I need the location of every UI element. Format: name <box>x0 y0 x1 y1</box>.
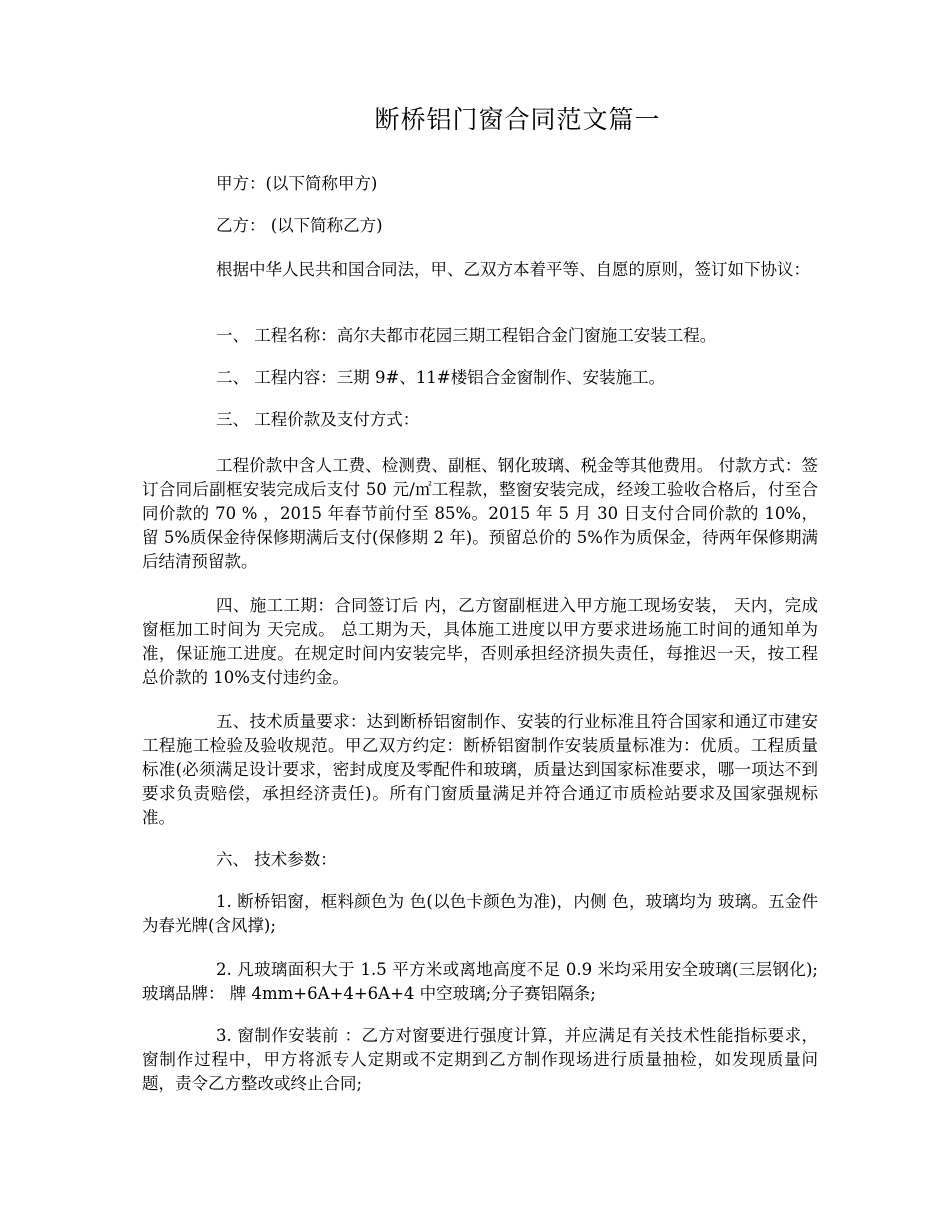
clause-price-paragraph: 工程价款中含人工费、检测费、副框、钢化玻璃、税金等其他费用。 付款方式：签订合同后副框安装完成后支付 50 元/㎡工程款，整窗安装完成，经竣工验收合格后，付至合同价款的 70 % ，2015 年春节前付至 85%。2015 年 5 月 30 日支付合同价款的 10%，留 5%质保金待保修期满后支付(保修期 2 年)。预留总价的 5%作为质保金，待两年保修期满后结清预留款。 <box>142 456 818 571</box>
clause-quality: 五、技术质量要求：达到断桥铝窗制作、安装的行业标准且符合国家和通辽市建安工程施工检验及验收规范。甲乙双方约定：断桥铝窗制作安装质量标准为：优质。工程质量标准(必须满足设计要求，密封成度及零配件和玻璃，质量达到国家标准要求，哪一项达不到要求负责赔偿，承担经济责任)。所有门窗质量满足并符合通辽市质检站要求及国家强规标准。 <box>142 712 818 827</box>
clause-price-heading: 三、 工程价款及支付方式： <box>216 410 420 429</box>
document-title: 断桥铝门窗合同范文篇一 <box>374 105 661 134</box>
tech-item-2: 2. 凡玻璃面积大于 1.5 平方米或离地高度不足 0.9 米均采用安全玻璃(三层钢化);玻璃品牌： 牌 4mm+6A+4+6A+4 中空玻璃;分子赛铝隔条; <box>142 960 818 1003</box>
clause-schedule: 四、施工工期：合同签订后 内，乙方窗副框进入甲方施工现场安装， 天内，完成窗框加工时间为 天完成。 总工期为天，具体施工进度以甲方要求进场施工时间的通知单为准，保证施工进度。在规定时间内安装完毕，否则承担经济损失责任，每推迟一天，按工程总价款的 10%支付违约金。 <box>142 596 818 687</box>
clause-tech-heading: 六、 技术参数： <box>216 850 337 869</box>
party-a-line: 甲方：(以下简称甲方) <box>216 174 378 193</box>
tech-item-3: 3. 窗制作安装前 ：乙方对窗要进行强度计算，并应满足有关技术性能指标要求，窗制作过程中，甲方将派专人定期或不定期到乙方制作现场进行质量抽检，如发现质量问题，责令乙方整改或终止合同; <box>142 1026 818 1093</box>
party-b-line: 乙方： (以下简称乙方) <box>216 216 383 235</box>
clause-project-content: 二、 工程内容：三期 9#、11#楼铝合金窗制作、安装施工。 <box>216 368 666 387</box>
tech-item-1: 1. 断桥铝窗，框料颜色为 色(以色卡颜色为准)，内侧 色，玻璃均为 玻璃。五金件为春光牌(含风撑); <box>142 892 818 935</box>
clause-project-name: 一、 工程名称：高尔夫都市花园三期工程铝合金门窗施工安装工程。 <box>216 326 717 345</box>
preamble-paragraph: 根据中华人民共和国合同法，甲、乙双方本着平等、自愿的原则，签订如下协议： <box>216 260 810 279</box>
